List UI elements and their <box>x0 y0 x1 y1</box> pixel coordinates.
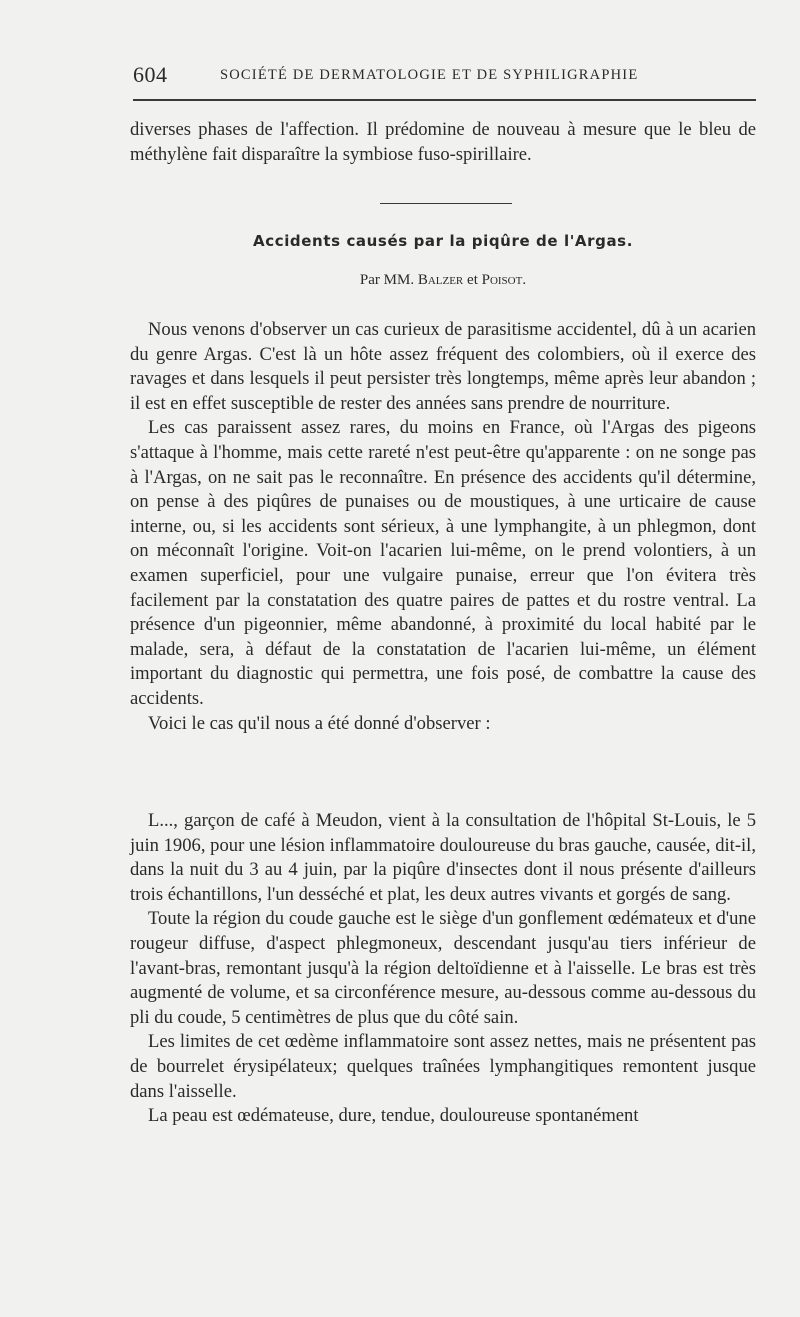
page-header <box>133 60 758 92</box>
article-title: Accidents causés par la piqûre de l'Argas. <box>253 232 633 250</box>
paragraph: Nous venons d'observer un cas curieux de parasitisme accidentel, dû à un acarien du genre Argas. C'est là un hôte assez fréquent des colombiers, où il exerce des ravages et dans lesquels il peut persister très longtemps, même après leur abandon ; il est en effet susceptible de rester des années sans prendre de nourriture. <box>130 319 756 414</box>
authors-separator: et <box>463 272 482 288</box>
paragraph: Toute la région du coude gauche est le siège d'un gonflement œdémateux et d'une rougeur diffuse, d'aspect phlegmoneux, descendant jusqu'au tiers inférieur de l'avant-bras, remontant jusqu'à la région deltoïdienne et à l'aisselle. Le bras est très augmenté de volume, et sa circonférence mesure, au-dessous comme au-dessous du pli du coude, 5 centimètres de plus que du côté sain. <box>130 908 756 1028</box>
paragraph: Les limites de cet œdème inflammatoire sont assez nettes, mais ne présentent pas de bourrelet érysipélateux; quelques traînées lymphangitiques remontent jusque dans l'aisselle. <box>130 1031 756 1102</box>
author-name: Balzer <box>417 272 464 288</box>
paragraph: diverses phases de l'affection. Il prédomine de nouveau à mesure que le bleu de méthylène fait disparaître la symbiose fuso-spirillaire. <box>130 119 756 165</box>
authors-suffix: . <box>522 272 527 288</box>
section-divider <box>380 203 512 204</box>
running-head: SOCIÉTÉ DE DERMATOLOGIE ET DE SYPHILIGRAPHIE <box>220 67 639 83</box>
paragraph: L..., garçon de café à Meudon, vient à la consultation de l'hôpital St-Louis, le 5 juin 1906, pour une lésion inflammatoire douloureuse du bras gauche, causée, dit-il, dans la nuit du 3 au 4 juin, par la piqûre d'insectes dont il nous présente d'ailleurs trois échantillons, l'un desséché et plat, les deux autres vivants et gorgés de sang. <box>130 810 756 905</box>
header-rule <box>133 99 756 101</box>
paragraph: Voici le cas qu'il nous a été donné d'observer : <box>148 712 491 734</box>
continuation-text <box>130 118 756 167</box>
author-name: Poisot <box>481 272 523 288</box>
paragraph: La peau est œdémateuse, dure, tendue, douloureuse spontanément <box>148 1105 639 1127</box>
authors-prefix: Par MM. <box>359 272 418 288</box>
case-report <box>130 809 756 1129</box>
article-intro <box>130 318 756 736</box>
page-number: 604 <box>133 62 168 87</box>
article-authors <box>130 272 756 289</box>
paragraph: Les cas paraissent assez rares, du moins en France, où l'Argas des pigeons s'attaque à l'homme, mais cette rareté n'est peut-être qu'apparente : on ne songe pas à l'Argas, on ne sait pas le reconnaître. En présence des accidents qu'il détermine, on pense à des piqûres de punaises ou de moustiques, à une urticaire de cause interne, ou, si les accidents sont sérieux, à une lymphangite, à un phlegmon, dont on méconnaît l'origine. Voit-on l'acarien lui-même, on le prend volontiers, à un examen superficiel, pour une vulgaire punaise, erreur que l'on évitera très facilement par la constatation des quatre paires de pattes et du rostre ventral. La présence d'un pigeonnier, même abandonné, à proximité du local habité par le malade, sera, à défaut de la constatation de l'acarien lui-même, un élément important du diagnostic qui permettra, une fois posé, de combattre la cause des accidents. <box>130 417 756 709</box>
